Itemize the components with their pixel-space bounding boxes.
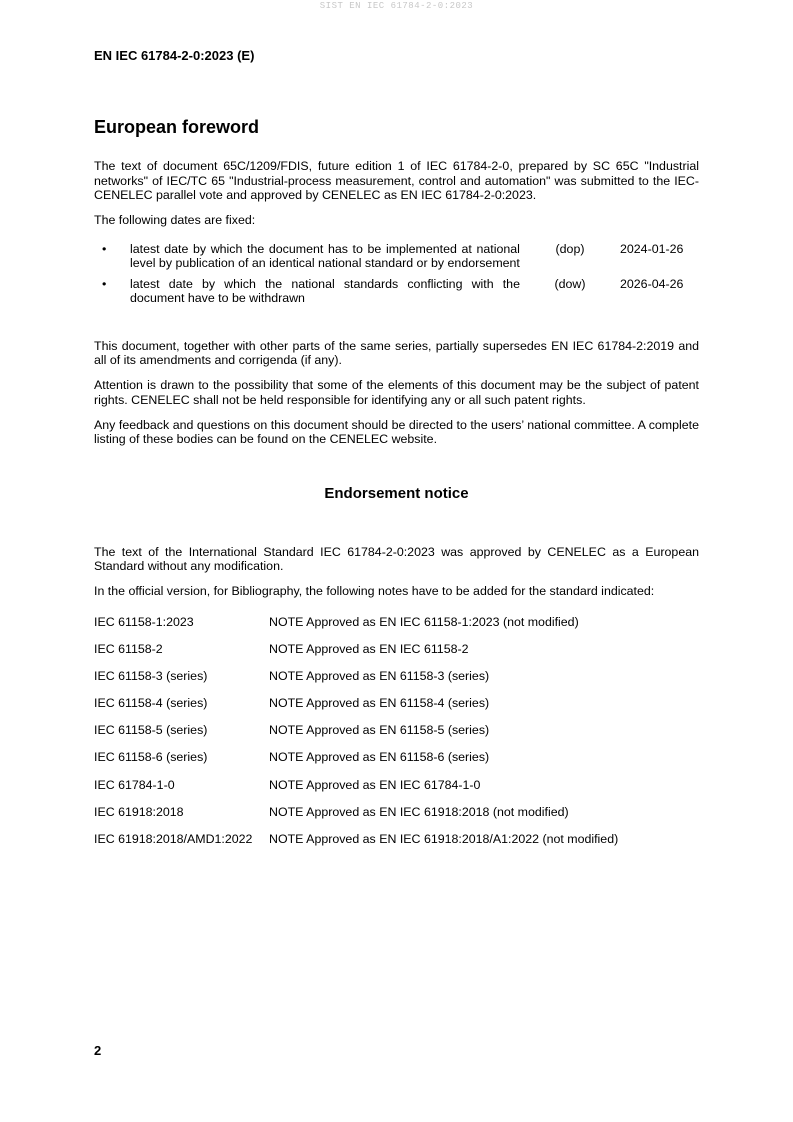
note-text: NOTE Approved as EN 61158-3 (series) [269,668,490,683]
date-description-line2: document have to be withdrawn [130,291,305,305]
note-text: NOTE Approved as EN IEC 61158-1:2023 (not modified) [269,614,579,629]
note-reference: IEC 61784-1-0 [94,777,175,792]
word: by [193,241,207,256]
date-code: (dop) [555,241,585,256]
word: has [327,241,348,256]
endorsement-title: Endorsement notice [324,484,469,502]
word: date [164,241,189,256]
word: conflicting [407,276,463,291]
date-value: 2026-04-26 [620,276,684,291]
bibliography-intro: In the official version, for Bibliography, the following notes have to be added for the standard indicated: [94,584,655,598]
word: the [502,276,520,291]
page-number: 2 [94,1043,102,1058]
note-reference: IEC 61158-5 (series) [94,723,208,738]
note-reference: IEC 61918:2018 [94,804,184,819]
note-row [94,805,699,832]
note-row [94,723,699,750]
note-text: NOTE Approved as EN IEC 61918:2018/A1:2022 (not modified) [269,832,619,846]
date-item-dow [94,277,699,306]
date-description [130,242,520,271]
date-item-dop [94,242,699,271]
supersedes-paragraph: This document, together with other parts of the same series, partially supersedes EN IEC 61784-2:2019 and all of its amendments and corrigenda (if any). [94,338,699,367]
patent-paragraph: Attention is drawn to the possibility that some of the elements of this document may be the subject of patent rights. CENELEC shall not be held responsible for identifying any or all such patent rights. [94,378,699,407]
word: implemented [385,241,457,256]
bullet: • [102,276,107,291]
bullet: • [102,241,107,256]
watermark: SIST EN IEC 61784-2-0:2023 [319,1,474,11]
note-reference: IEC 61158-2 [94,641,163,656]
word: the [247,241,265,256]
word: at [461,241,472,256]
date-description [130,277,520,306]
word: the [264,276,283,291]
note-text: NOTE Approved as EN 61158-5 (series) [269,723,490,738]
word: latest [130,241,160,256]
word: document [268,241,324,256]
date-value: 2024-01-26 [620,241,684,256]
note-row [94,642,699,669]
dates-list [94,242,699,306]
note-row [94,750,699,777]
word: national [476,241,520,256]
bibliography-notes [94,615,699,860]
note-reference: IEC 61158-3 (series) [94,668,208,683]
date-description-line1 [130,277,520,292]
feedback-paragraph: Any feedback and questions on this document should be directed to the users’ national committee. A complete listing of these bodies can be found on the CENELEC website. [94,417,699,446]
date-code: (dow) [554,276,586,291]
word: to [352,241,363,256]
note-row [94,615,699,642]
note-text: NOTE Approved as EN IEC 61158-2 [269,641,469,656]
word: date [168,276,193,291]
date-description-line1 [130,242,520,257]
word: national [291,276,335,291]
note-reference: IEC 61158-4 (series) [94,696,208,711]
note-reference: IEC 61918:2018/AMD1:2022 [94,832,253,846]
foreword-title: European foreword [94,117,260,137]
note-reference: IEC 61158-1:2023 [94,614,194,629]
date-description-line2: level by publication of an identical national standard or by endorsement [130,256,520,270]
endorsement-text: The text of the International Standard IEC 61784-2-0:2023 was approved by CENELEC as a European Standard without any modification. [94,544,699,573]
note-row [94,778,699,805]
note-row [94,696,699,723]
word: which [224,276,256,291]
note-row [94,832,699,859]
word: which [210,241,243,256]
page-content [94,116,699,859]
word: standards [343,276,399,291]
note-text: NOTE Approved as EN IEC 61784-1-0 [269,777,481,792]
word: with [471,276,494,291]
word: latest [130,276,160,291]
document-id: EN IEC 61784-2-0:2023 (E) [94,48,255,63]
note-reference: IEC 61158-6 (series) [94,750,208,765]
dates-intro: The following dates are fixed: [94,213,256,227]
note-text: NOTE Approved as EN IEC 61918:2018 (not modified) [269,804,569,819]
note-text: NOTE Approved as EN 61158-4 (series) [269,696,490,711]
word: by [201,276,216,291]
foreword-intro: The text of document 65C/1209/FDIS, future edition 1 of IEC 61784-2-0, prepared by SC 65C "Industrial networks" of IEC/TC 65 "Industrial-process measurement, control and automation" was submitted to the IEC-CENELEC parallel vote and approved by CENELEC as EN IEC 61784-2-0:2023. [94,159,699,202]
note-text: NOTE Approved as EN 61158-6 (series) [269,750,490,765]
word: be [367,241,382,256]
note-row [94,669,699,696]
